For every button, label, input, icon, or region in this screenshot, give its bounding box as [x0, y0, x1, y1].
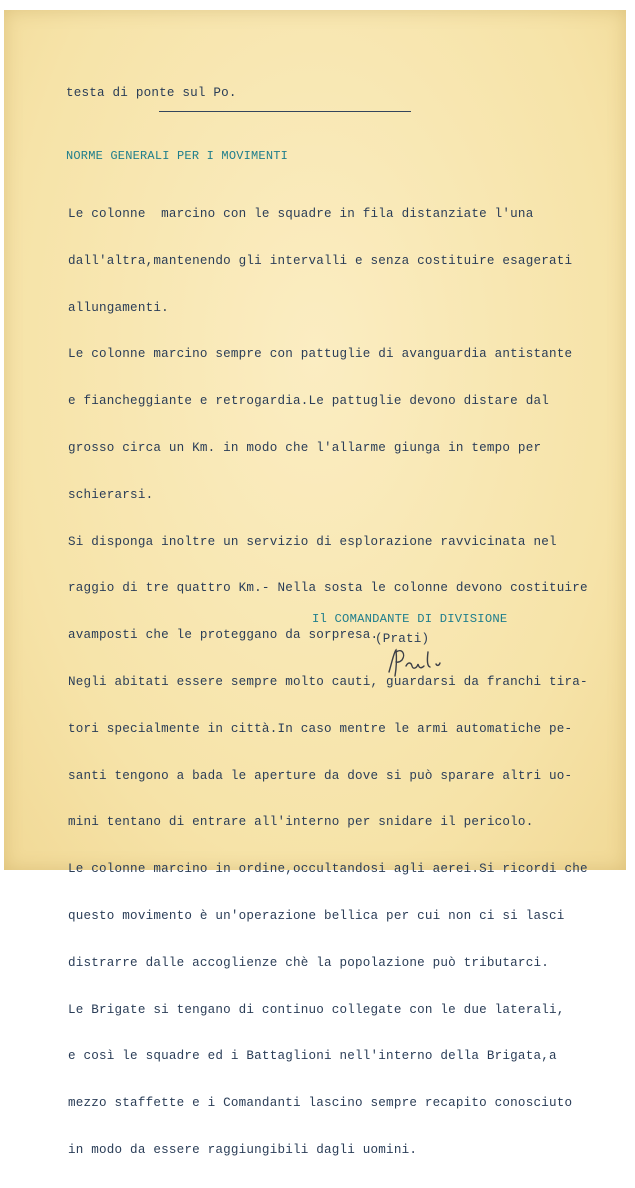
- text-line: Le colonne marcino con le squadre in fila distanziate l'una: [68, 207, 534, 221]
- text-line: Le colonne marcino sempre con pattuglie di avanguardia antistante: [68, 347, 573, 362]
- text-line: grosso circa un Km. in modo che l'allarme giunga in tempo per: [68, 440, 542, 455]
- text-line: mezzo staffette e i Comandanti lascino sempre recapito conosciuto: [68, 1096, 573, 1111]
- signature-name: (Prati): [375, 632, 430, 646]
- body-text: [68, 177, 588, 1188]
- section-heading: NORME GENERALI PER I MOVIMENTI: [66, 149, 289, 163]
- text-line: raggio di tre quattro Km.- Nella sosta le colonne devono costituire: [68, 581, 588, 596]
- text-line: e fiancheggiante e retrogardia.Le pattuglie devono distare dal: [68, 394, 549, 409]
- text-line: tori specialmente in città.In caso mentre le armi automatiche pe-: [68, 721, 573, 736]
- text-line: allungamenti.: [68, 300, 169, 315]
- text-line: Si disponga inoltre un servizio di esplorazione ravvicinata nel: [68, 534, 557, 549]
- handwritten-signature: [384, 642, 464, 682]
- text-line: distrarre dalle accoglienze chè la popolazione può tributarci.: [68, 955, 549, 970]
- text-line: Le colonne marcino in ordine,occultandosi agli aerei.Si ricordi che: [68, 862, 588, 877]
- text-line: avamposti che le proteggano da sorpresa.: [68, 628, 379, 643]
- signature-title: Il COMANDANTE DI DIVISIONE: [312, 612, 508, 626]
- text-line: schierarsi.: [68, 487, 154, 502]
- text-line: e così le squadre ed i Battaglioni nell'interno della Brigata,a: [68, 1049, 557, 1064]
- text-line: Le Brigate si tengano di continuo collegate con le due laterali,: [68, 1002, 565, 1017]
- text-line: mini tentano di entrare all'interno per snidare il pericolo.: [68, 815, 534, 830]
- separator-rule: [159, 111, 411, 112]
- paper-sheet: [4, 10, 626, 1157]
- text-line: questo movimento è un'operazione bellica per cui non ci si lasci: [68, 908, 565, 923]
- text-line: dall'altra,mantenendo gli intervalli e senza costituire esagerati: [68, 253, 573, 268]
- text-line: Negli abitati essere sempre molto cauti, guardarsi da franchi tira-: [68, 674, 588, 689]
- text-line: in modo da essere raggiungibili dagli uomini.: [68, 1142, 418, 1157]
- top-line: testa di ponte sul Po.: [66, 86, 237, 100]
- text-line: santi tengono a bada le aperture da dove si può sparare altri uo-: [68, 768, 573, 783]
